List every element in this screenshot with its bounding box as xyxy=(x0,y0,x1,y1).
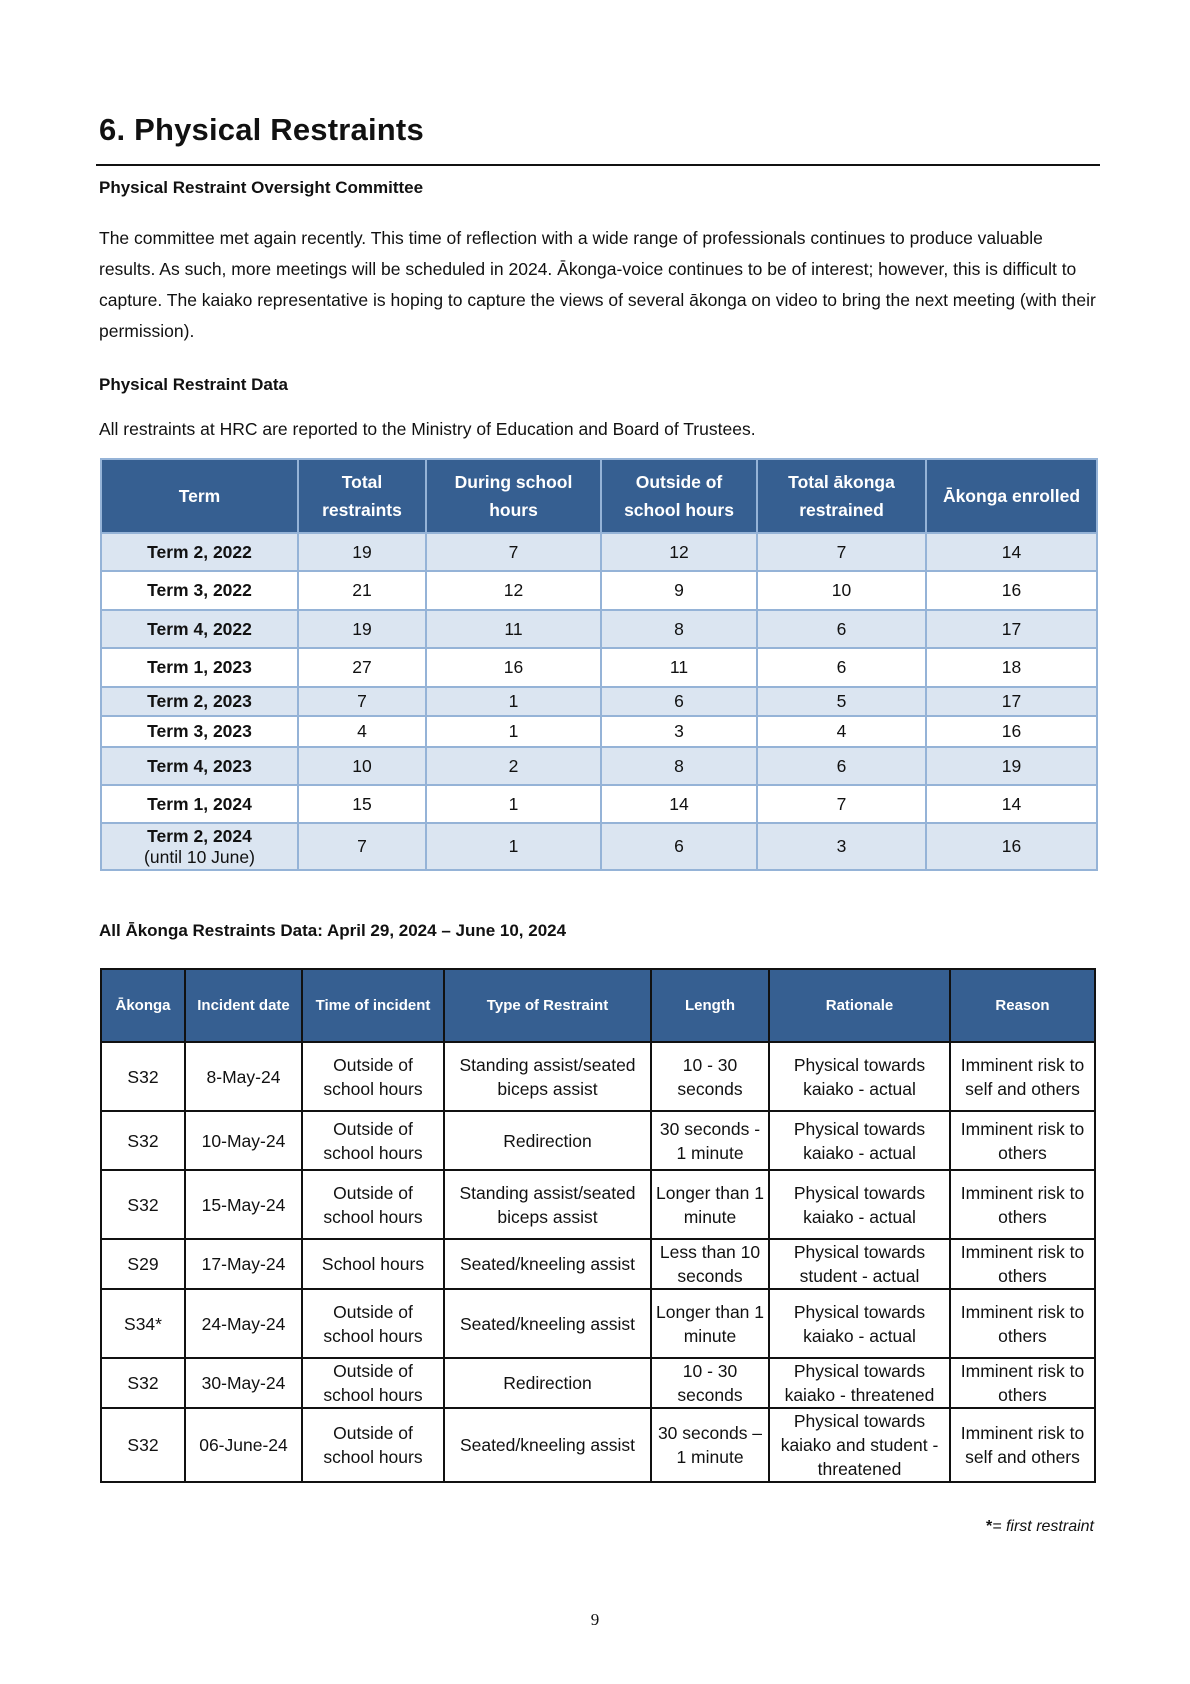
length-cell: 30 seconds - 1 minute xyxy=(651,1111,769,1170)
incident-date-cell: 30-May-24 xyxy=(185,1358,302,1408)
col-header-total: Total restraints xyxy=(298,459,426,533)
akonga-restrained-cell: 3 xyxy=(757,823,926,870)
footnote-text: = first restraint xyxy=(992,1518,1094,1535)
length-cell: 30 seconds – 1 minute xyxy=(651,1408,769,1482)
term-note: (until 10 June) xyxy=(144,846,255,867)
length-cell: Longer than 1 minute xyxy=(651,1289,769,1358)
akonga-id-cell: S32 xyxy=(101,1358,185,1408)
rationale-cell: Physical towards kaiako - actual xyxy=(769,1170,950,1239)
akonga-restrained-cell: 7 xyxy=(757,785,926,823)
during-hours-cell: 1 xyxy=(426,823,601,870)
akonga-enrolled-cell: 16 xyxy=(926,571,1097,610)
outside-hours-cell: 14 xyxy=(601,785,757,823)
col-header-outside: Outside of school hours xyxy=(601,459,757,533)
reason-cell: Imminent risk to self and others xyxy=(950,1042,1095,1111)
table-row xyxy=(101,1042,1095,1111)
akonga-id-cell: S32 xyxy=(101,1170,185,1239)
incident-time-cell: Outside of school hours xyxy=(302,1358,444,1408)
length-cell: 10 - 30 seconds xyxy=(651,1042,769,1111)
outside-hours-cell: 6 xyxy=(601,687,757,716)
term-label: Term 3, 2022 xyxy=(147,580,252,600)
restraint-type-cell: Seated/kneeling assist xyxy=(444,1408,651,1482)
during-hours-cell: 2 xyxy=(426,747,601,785)
akonga-id-cell: S32 xyxy=(101,1042,185,1111)
col-header-date: Incident date xyxy=(185,969,302,1042)
reason-cell: Imminent risk to others xyxy=(950,1170,1095,1239)
title-divider xyxy=(96,164,1100,166)
total-restraints-cell: 21 xyxy=(298,571,426,610)
total-restraints-cell: 19 xyxy=(298,533,426,571)
term-label: Term 1, 2024 xyxy=(147,793,252,814)
incident-date-cell: 15-May-24 xyxy=(185,1170,302,1239)
rationale-cell: Physical towards student - actual xyxy=(769,1239,950,1289)
incident-date-cell: 17-May-24 xyxy=(185,1239,302,1289)
total-restraints-cell: 15 xyxy=(298,785,426,823)
rationale-cell: Physical towards kaiako - threatened xyxy=(769,1358,950,1408)
total-restraints-cell: 7 xyxy=(298,687,426,716)
total-restraints-cell: 27 xyxy=(298,648,426,687)
table-row xyxy=(101,823,1097,870)
rationale-cell: Physical towards kaiako - actual xyxy=(769,1289,950,1358)
akonga-enrolled-cell: 18 xyxy=(926,648,1097,687)
table-row xyxy=(101,610,1097,648)
akonga-enrolled-cell: 16 xyxy=(926,716,1097,747)
section-title: 6. Physical Restraints xyxy=(99,112,424,147)
rationale-cell: Physical towards kaiako and student - threatened xyxy=(769,1408,950,1482)
term-label: Term 3, 2023 xyxy=(147,721,252,741)
outside-hours-cell: 11 xyxy=(601,648,757,687)
akonga-restrained-cell: 5 xyxy=(757,687,926,716)
outside-hours-cell: 12 xyxy=(601,533,757,571)
length-cell: Less than 10 seconds xyxy=(651,1239,769,1289)
restraint-type-cell: Redirection xyxy=(444,1358,651,1408)
akonga-enrolled-cell: 17 xyxy=(926,610,1097,648)
col-header-length: Length xyxy=(651,969,769,1042)
akonga-enrolled-cell: 19 xyxy=(926,747,1097,785)
term-label: Term 4, 2022 xyxy=(147,618,252,639)
col-header-time: Time of incident xyxy=(302,969,444,1042)
during-hours-cell: 1 xyxy=(426,687,601,716)
table-row xyxy=(101,687,1097,716)
term-label: Term 2, 2024 xyxy=(147,825,252,846)
incident-time-cell: School hours xyxy=(302,1239,444,1289)
reason-cell: Imminent risk to others xyxy=(950,1239,1095,1289)
during-hours-cell: 12 xyxy=(426,571,601,610)
table-row xyxy=(101,1289,1095,1358)
akonga-enrolled-cell: 17 xyxy=(926,687,1097,716)
outside-hours-cell: 6 xyxy=(601,823,757,870)
akonga-enrolled-cell: 14 xyxy=(926,785,1097,823)
akonga-enrolled-cell: 14 xyxy=(926,533,1097,571)
incident-time-cell: Outside of school hours xyxy=(302,1170,444,1239)
term-cell xyxy=(101,716,298,747)
restraint-type-cell: Seated/kneeling assist xyxy=(444,1289,651,1358)
page-number: 9 xyxy=(590,1610,600,1629)
restraint-type-cell: Seated/kneeling assist xyxy=(444,1239,651,1289)
akonga-data-heading: All Ākonga Restraints Data: April 29, 2024 – June 10, 2024 xyxy=(99,921,567,940)
incident-time-cell: Outside of school hours xyxy=(302,1111,444,1170)
term-cell xyxy=(101,571,298,610)
term-cell xyxy=(101,533,298,571)
outside-hours-cell: 8 xyxy=(601,747,757,785)
col-header-akonga: Total ākonga restrained xyxy=(757,459,926,533)
akonga-enrolled-cell: 16 xyxy=(926,823,1097,870)
table-header-row xyxy=(101,969,1095,1042)
reason-cell: Imminent risk to others xyxy=(950,1111,1095,1170)
restraint-summary-table xyxy=(100,458,1098,871)
table-row xyxy=(101,716,1097,747)
rationale-cell: Physical towards kaiako - actual xyxy=(769,1042,950,1111)
term-cell xyxy=(101,785,298,823)
committee-heading: Physical Restraint Oversight Committee xyxy=(99,178,424,197)
term-cell xyxy=(101,610,298,648)
length-cell: Longer than 1 minute xyxy=(651,1170,769,1239)
col-header-type: Type of Restraint xyxy=(444,969,651,1042)
akonga-restraints-table xyxy=(100,968,1096,1483)
total-restraints-cell: 19 xyxy=(298,610,426,648)
col-header-enrolled: Ākonga enrolled xyxy=(926,459,1097,533)
akonga-id-cell: S29 xyxy=(101,1239,185,1289)
term-label: Term 4, 2023 xyxy=(147,755,252,776)
term-label: Term 2, 2023 xyxy=(147,691,252,711)
during-hours-cell: 7 xyxy=(426,533,601,571)
term-cell xyxy=(101,823,298,870)
restraint-data-intro: All restraints at HRC are reported to the Ministry of Education and Board of Trustees. xyxy=(99,419,756,439)
table-row xyxy=(101,1408,1095,1482)
table-header-row xyxy=(101,459,1097,533)
table-row xyxy=(101,1358,1095,1408)
total-restraints-cell: 7 xyxy=(298,823,426,870)
restraint-data-heading: Physical Restraint Data xyxy=(99,375,288,394)
total-restraints-cell: 4 xyxy=(298,716,426,747)
akonga-restrained-cell: 4 xyxy=(757,716,926,747)
table-row xyxy=(101,1239,1095,1289)
footnote-marker: * xyxy=(985,1518,993,1535)
term-cell xyxy=(101,747,298,785)
table-row xyxy=(101,571,1097,610)
table-row xyxy=(101,1111,1095,1170)
col-header-rationale: Rationale xyxy=(769,969,950,1042)
table-row xyxy=(101,648,1097,687)
akonga-id-cell: S34* xyxy=(101,1289,185,1358)
during-hours-cell: 1 xyxy=(426,716,601,747)
rationale-cell: Physical towards kaiako - actual xyxy=(769,1111,950,1170)
akonga-id-cell: S32 xyxy=(101,1408,185,1482)
reason-cell: Imminent risk to others xyxy=(950,1358,1095,1408)
total-restraints-cell: 10 xyxy=(298,747,426,785)
akonga-restrained-cell: 6 xyxy=(757,747,926,785)
restraint-type-cell: Redirection xyxy=(444,1111,651,1170)
incident-date-cell: 8-May-24 xyxy=(185,1042,302,1111)
col-header-reason: Reason xyxy=(950,969,1095,1042)
akonga-restrained-cell: 6 xyxy=(757,610,926,648)
table-row xyxy=(101,533,1097,571)
term-cell xyxy=(101,687,298,716)
akonga-restrained-cell: 10 xyxy=(757,571,926,610)
akonga-id-cell: S32 xyxy=(101,1111,185,1170)
col-header-during: During school hours xyxy=(426,459,601,533)
footnote xyxy=(986,1518,1094,1536)
table-row xyxy=(101,785,1097,823)
incident-date-cell: 10-May-24 xyxy=(185,1111,302,1170)
outside-hours-cell: 9 xyxy=(601,571,757,610)
during-hours-cell: 16 xyxy=(426,648,601,687)
table-row xyxy=(101,747,1097,785)
term-label: Term 1, 2023 xyxy=(147,657,252,677)
incident-date-cell: 06-June-24 xyxy=(185,1408,302,1482)
committee-paragraph: The committee met again recently. This time of reflection with a wide range of professionals continues to produce valuable results. As such, more meetings will be scheduled in 2024. Ākonga-voice continues to be of interest; however, this is difficult to capture. The kaiako representative is hoping to capture the views of several ākonga on video to bring the next meeting (with their permission). xyxy=(99,228,1096,341)
outside-hours-cell: 8 xyxy=(601,610,757,648)
length-cell: 10 - 30 seconds xyxy=(651,1358,769,1408)
term-label: Term 2, 2022 xyxy=(147,541,252,562)
incident-time-cell: Outside of school hours xyxy=(302,1042,444,1111)
restraint-type-cell: Standing assist/seated biceps assist xyxy=(444,1170,651,1239)
incident-date-cell: 24-May-24 xyxy=(185,1289,302,1358)
incident-time-cell: Outside of school hours xyxy=(302,1408,444,1482)
reason-cell: Imminent risk to others xyxy=(950,1289,1095,1358)
col-header-term: Term xyxy=(101,459,298,533)
during-hours-cell: 1 xyxy=(426,785,601,823)
restraint-type-cell: Standing assist/seated biceps assist xyxy=(444,1042,651,1111)
during-hours-cell: 11 xyxy=(426,610,601,648)
col-header-akonga: Ākonga xyxy=(101,969,185,1042)
outside-hours-cell: 3 xyxy=(601,716,757,747)
akonga-restrained-cell: 7 xyxy=(757,533,926,571)
reason-cell: Imminent risk to self and others xyxy=(950,1408,1095,1482)
term-cell xyxy=(101,648,298,687)
table-row xyxy=(101,1170,1095,1239)
incident-time-cell: Outside of school hours xyxy=(302,1289,444,1358)
akonga-restrained-cell: 6 xyxy=(757,648,926,687)
